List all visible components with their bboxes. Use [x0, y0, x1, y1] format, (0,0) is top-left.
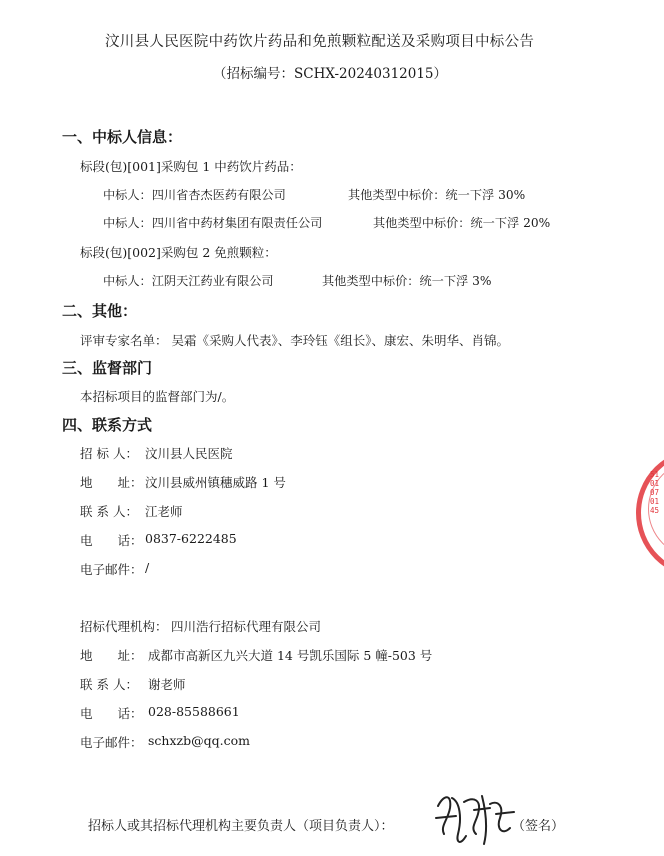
- lot1-winner-2: 中标人：四川省中药材集团有限责任公司: [103, 216, 323, 230]
- lot1-price-2: 其他类型中标价：统一下浮 20%: [373, 216, 551, 230]
- agency-email-value: schxzb@qq.com: [148, 733, 250, 748]
- lot2-label: 标段(包)[002]采购包 2 免煎颗粒：: [80, 245, 277, 260]
- supervision-text: 本招标项目的监督部门为/。: [80, 389, 235, 404]
- tenderer-phone-label: 电 话：: [80, 533, 143, 548]
- tenderer-phone-value: 0837-6222485: [145, 531, 237, 546]
- tenderer-address-label: 地 址：: [80, 475, 143, 490]
- tenderer-email-label: 电子邮件：: [80, 562, 143, 577]
- lot2-price-1: 其他类型中标价：统一下浮 3%: [322, 274, 492, 288]
- agency-address-value: 成都市高新区九兴大道 14 号凯乐国际 5 幢-503 号: [148, 648, 433, 663]
- agency-phone-value: 028-85588661: [148, 704, 240, 719]
- agency-contact-label: 联 系 人：: [80, 677, 138, 692]
- section-heading-supervision: 三、监督部门: [62, 359, 153, 377]
- document-title: 汶川县人民医院中药饮片药品和免煎颗粒配送及采购项目中标公告: [105, 34, 535, 50]
- tenderer-name-value: 汶川县人民医院: [145, 446, 233, 461]
- tenderer-email-value: /: [145, 560, 150, 575]
- section-heading-contact: 四、联系方式: [62, 416, 153, 434]
- tender-code: （招标编号：SCHX-20240312015）: [213, 66, 448, 82]
- section-heading-winners: 一、中标人信息：: [62, 128, 183, 146]
- agency-name-value: 四川浩行招标代理有限公司: [171, 619, 322, 634]
- tenderer-contact-value: 江老师: [145, 504, 183, 519]
- agency-email-label: 电子邮件：: [80, 735, 143, 750]
- lot1-price-1: 其他类型中标价：统一下浮 30%: [348, 188, 526, 202]
- agency-name-label: 招标代理机构：: [80, 619, 168, 634]
- expert-list: 评审专家名单： 吴霜《采购人代表》、李玲钰《组长》、康宏、朱明华、肖锦。: [80, 333, 509, 348]
- tenderer-contact-label: 联 系 人：: [80, 504, 138, 519]
- tenderer-address-value: 汶川县威州镇穗威路 1 号: [145, 475, 286, 490]
- lot1-label: 标段(包)[001]采购包 1 中药饮片药品：: [80, 159, 302, 174]
- agency-contact-value: 谢老师: [148, 677, 186, 692]
- signature-suffix: （签名）: [512, 819, 565, 834]
- agency-phone-label: 电 话：: [80, 706, 143, 721]
- seal-number-text: 5101070145: [650, 470, 660, 515]
- section-heading-other: 二、其他：: [62, 302, 138, 320]
- tenderer-name-label: 招 标 人：: [80, 446, 138, 461]
- handwritten-signature: [430, 788, 520, 854]
- agency-address-label: 地 址：: [80, 648, 143, 663]
- lot2-winner-1: 中标人：江阴天江药业有限公司: [103, 274, 274, 288]
- lot1-winner-1: 中标人：四川省杏杰医药有限公司: [103, 188, 286, 202]
- signature-line-label: 招标人或其招标代理机构主要负责人（项目负责人）：: [88, 819, 394, 834]
